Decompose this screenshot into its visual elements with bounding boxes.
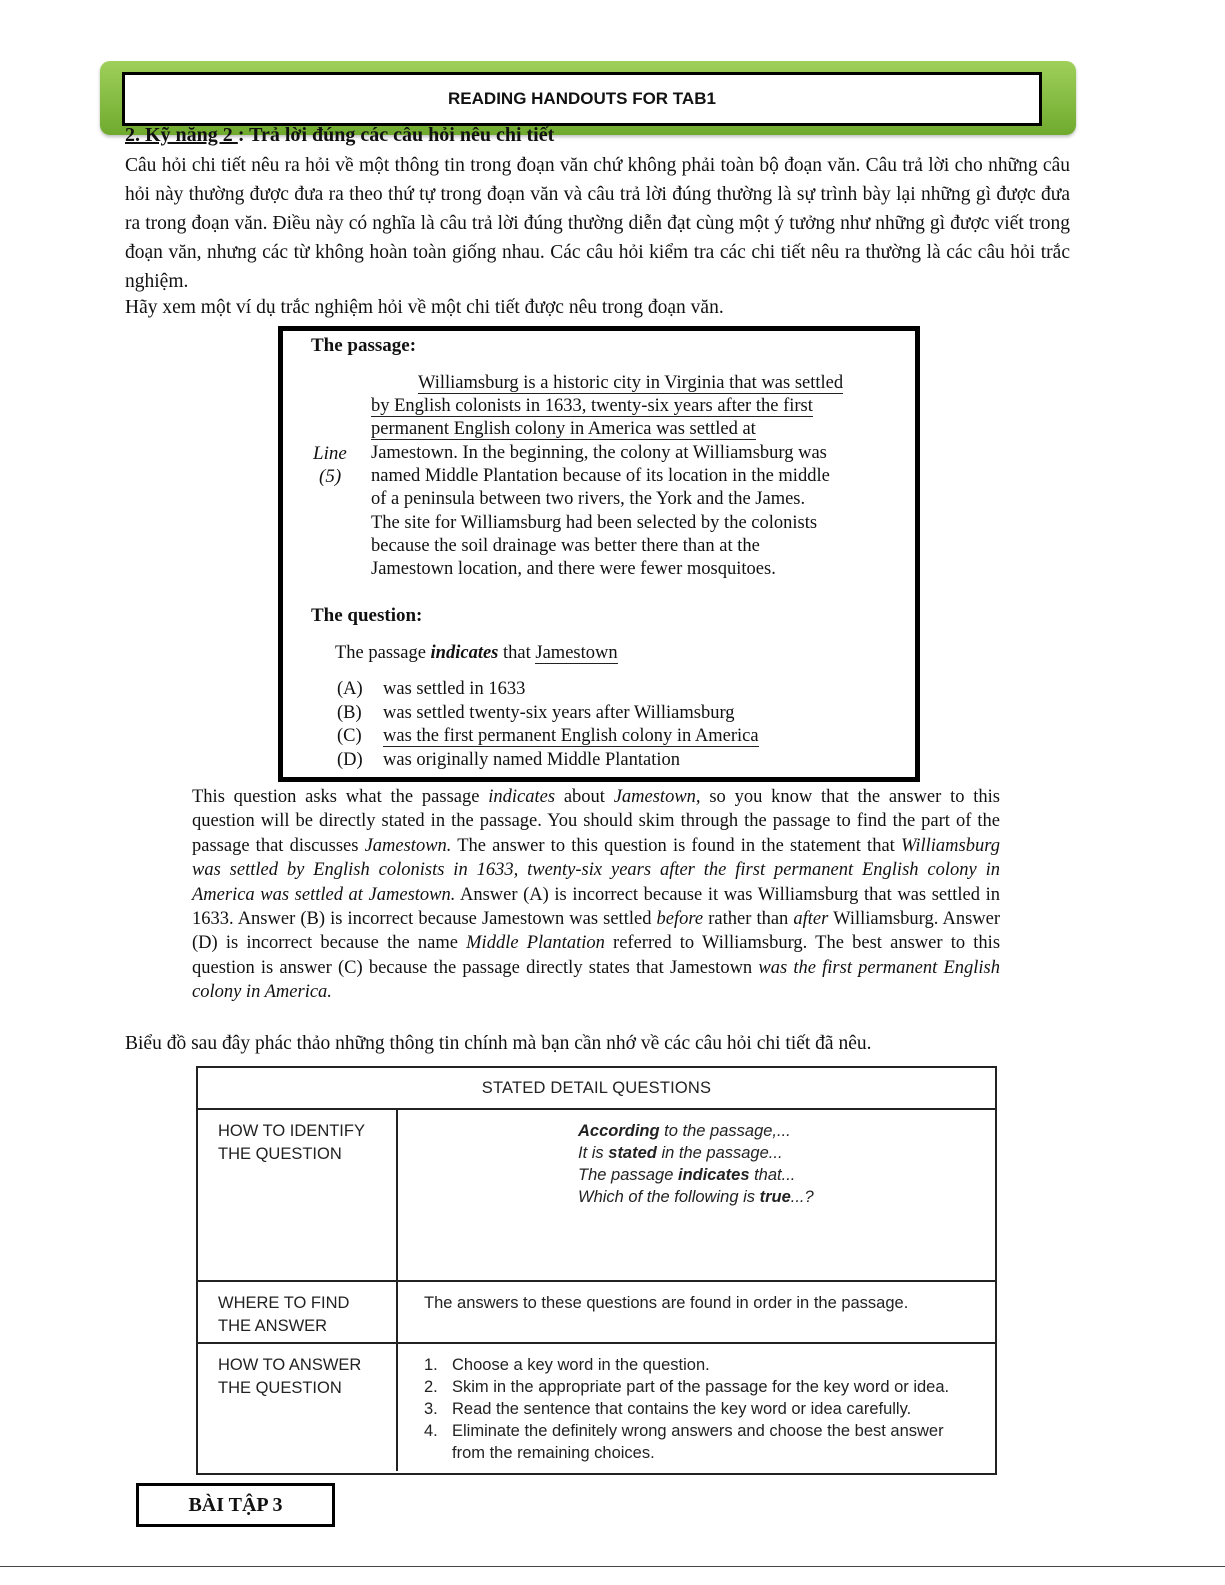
table-row xyxy=(198,1282,995,1344)
intro-paragraph: Câu hỏi chi tiết nêu ra hỏi về một thông tin trong đoạn văn chứ không phải toàn bộ đoạn văn. Câu trả lời cho những câu hỏi này thường được đưa ra theo thứ tự trong đoạn văn và câu trả lời đúng thường là sự trình bày lại những gì được đưa ra trong đoạn văn. Điều này có nghĩa là câu trả lời đúng thường diễn đạt cùng một ý tưởng như những gì được viết trong đoạn văn, nhưng các từ không hoàn toàn giống nhau. Các câu hỏi kiểm tra các chi tiết nêu ra thường là các câu hỏi trắc nghiệm. xyxy=(125,155,1070,292)
step-number: 4. xyxy=(424,1422,438,1440)
explain-text: about xyxy=(555,787,614,807)
row-label-line: THE QUESTION xyxy=(218,1379,342,1397)
stem-part: that xyxy=(498,643,536,663)
step-item xyxy=(424,1376,971,1398)
identify-phrase xyxy=(578,1120,995,1142)
step-number: 3. xyxy=(424,1400,438,1418)
question-label: The question: xyxy=(311,605,423,626)
passage-line: The site for Williamsburg had been selected by the colonists xyxy=(371,513,818,533)
example-box xyxy=(278,326,920,782)
section-heading xyxy=(125,124,554,147)
row-label-line: HOW TO ANSWER xyxy=(218,1356,362,1374)
phrase-rest: in the passage... xyxy=(656,1144,783,1162)
phrase-start: Which of the following is xyxy=(578,1188,760,1206)
identify-phrase xyxy=(578,1164,995,1186)
step-number: 1. xyxy=(424,1356,438,1374)
explain-text: rather than xyxy=(703,909,794,930)
explanation-paragraph xyxy=(192,785,1000,1005)
footer-divider xyxy=(0,1566,1225,1567)
option-letter: (A) xyxy=(337,679,363,699)
passage-line xyxy=(371,372,911,395)
phrase-keyword: indicates xyxy=(677,1166,750,1184)
explain-italic: Jamestown. xyxy=(364,835,452,856)
step-text: Read the sentence that contains the key word or idea carefully. xyxy=(452,1400,912,1418)
explain-italic: Jamestown, xyxy=(613,787,701,807)
stem-part: The passage xyxy=(335,643,431,663)
phrase-keyword: true xyxy=(759,1188,791,1206)
phrase-start: It is xyxy=(578,1144,609,1162)
passage-line-text: by English colonists in 1633, twenty-six years after the first xyxy=(371,396,813,416)
explain-italic: Middle Plantation xyxy=(466,933,605,954)
step-text: Choose a key word in the question. xyxy=(452,1356,710,1374)
table-row xyxy=(198,1344,995,1471)
phrase-rest: to the passage,... xyxy=(659,1122,791,1140)
row-label xyxy=(198,1282,398,1342)
explain-text: This question asks what the passage xyxy=(192,787,489,807)
passage-line: because the soil drainage was better there than at the xyxy=(371,536,760,556)
explain-text: The answer to this question is found in the statement that xyxy=(451,835,901,856)
table-title: STATED DETAIL QUESTIONS xyxy=(198,1068,995,1110)
option-text: was originally named Middle Plantation xyxy=(383,750,680,770)
stem-keyword: indicates xyxy=(430,643,499,663)
passage-line: Jamestown location, and there were fewer mosquitoes. xyxy=(371,559,776,579)
explain-italic: before xyxy=(656,909,704,930)
where-answer: The answers to these questions are found in order in the passage. xyxy=(424,1294,909,1312)
explain-text: Answer (A) is incorrect because it was Williamsburg that was settled in 1633. Answer (B) is incorrect because Jamestown was settled xyxy=(192,884,1000,930)
stem-subject: Jamestown xyxy=(535,643,618,663)
phrase-keyword: According xyxy=(578,1122,660,1140)
answer-option-a xyxy=(337,679,525,700)
step-text: Eliminate the definitely wrong answers and choose the best answer from the remaining choices. xyxy=(452,1422,944,1462)
line-label: Line xyxy=(313,443,347,464)
phrase-keyword: stated xyxy=(608,1144,657,1162)
answer-option-b xyxy=(337,703,735,724)
row-label-line: THE ANSWER xyxy=(218,1317,328,1335)
section-number: 2. Kỹ năng 2 xyxy=(125,124,238,146)
explain-italic: after xyxy=(793,909,829,930)
step-item xyxy=(424,1354,971,1376)
passage-label: The passage: xyxy=(311,335,417,356)
row-label-line: WHERE TO FIND xyxy=(218,1294,350,1312)
option-text: was the first permanent English colony in America xyxy=(383,726,759,746)
question-stem xyxy=(335,643,618,664)
row-label-line: THE QUESTION xyxy=(218,1145,342,1163)
row-label xyxy=(198,1110,398,1280)
explain-italic: Williamsburg was settled by English colonists in 1633, twenty-six years after the first permanent English colony in America was settled at Jamestown. xyxy=(192,835,1000,905)
passage-line: named Middle Plantation because of its location in the middle xyxy=(371,466,830,486)
option-letter: (D) xyxy=(337,750,363,770)
option-letter: (C) xyxy=(337,726,362,746)
step-number: 2. xyxy=(424,1378,438,1396)
passage-line: Jamestown. In the beginning, the colony at Williamsburg was xyxy=(371,443,827,463)
option-text: was settled twenty-six years after Williamsburg xyxy=(383,703,735,723)
explain-italic: indicates xyxy=(488,787,556,807)
section-title: : Trả lời đúng các câu hỏi nêu chi tiết xyxy=(237,124,555,146)
line-number: (5) xyxy=(319,466,342,487)
row-label-line: HOW TO IDENTIFY xyxy=(218,1122,365,1140)
answer-option-c xyxy=(337,726,759,747)
chart-intro: Biểu đồ sau đây phác thảo những thông tin chính mà bạn cần nhớ về các câu hỏi chi tiết đã nêu. xyxy=(125,1033,872,1054)
stated-detail-table xyxy=(196,1066,997,1475)
identify-phrase xyxy=(578,1142,995,1164)
exercise-label: BÀI TẬP 3 xyxy=(136,1483,335,1527)
step-text: Skim in the appropriate part of the passage for the key word or idea. xyxy=(452,1378,950,1396)
example-intro: Hãy xem một ví dụ trắc nghiệm hỏi về một chi tiết được nêu trong đoạn văn. xyxy=(125,297,724,318)
step-item xyxy=(424,1420,971,1464)
phrase-rest: that... xyxy=(749,1166,796,1184)
phrase-start: The passage xyxy=(578,1166,678,1184)
identify-phrases xyxy=(400,1110,995,1280)
explain-text: so you know that the answer to this question will be directly stated in the passage. You should skim through the passage to find the part of the passage that discusses xyxy=(192,787,1000,856)
option-text: was settled in 1633 xyxy=(383,679,526,699)
passage-line-text: Williamsburg is a historic city in Virginia that was settled xyxy=(418,373,844,393)
identify-phrase xyxy=(578,1186,995,1208)
passage-line xyxy=(371,418,911,441)
option-letter: (B) xyxy=(337,703,362,723)
page-title: READING HANDOUTS FOR TAB1 xyxy=(122,72,1042,126)
explain-text: referred to Williamsburg. The best answer to this question is answer (C) because the passage directly states that Jamestown xyxy=(192,933,1001,978)
explain-text: Williamsburg. Answer (D) is incorrect because the name xyxy=(192,909,1000,954)
passage-line xyxy=(371,395,911,418)
explain-italic: was the first permanent English colony in America. xyxy=(192,957,1000,1003)
passage-line-text: permanent English colony in America was settled at xyxy=(371,419,756,439)
table-row xyxy=(198,1110,995,1282)
answer-option-d xyxy=(337,750,680,771)
step-item xyxy=(424,1398,971,1420)
phrase-rest: ...? xyxy=(790,1188,814,1206)
answer-steps xyxy=(400,1344,995,1471)
row-label xyxy=(198,1344,398,1471)
passage-line: of a peninsula between two rivers, the York and the James. xyxy=(371,489,806,509)
